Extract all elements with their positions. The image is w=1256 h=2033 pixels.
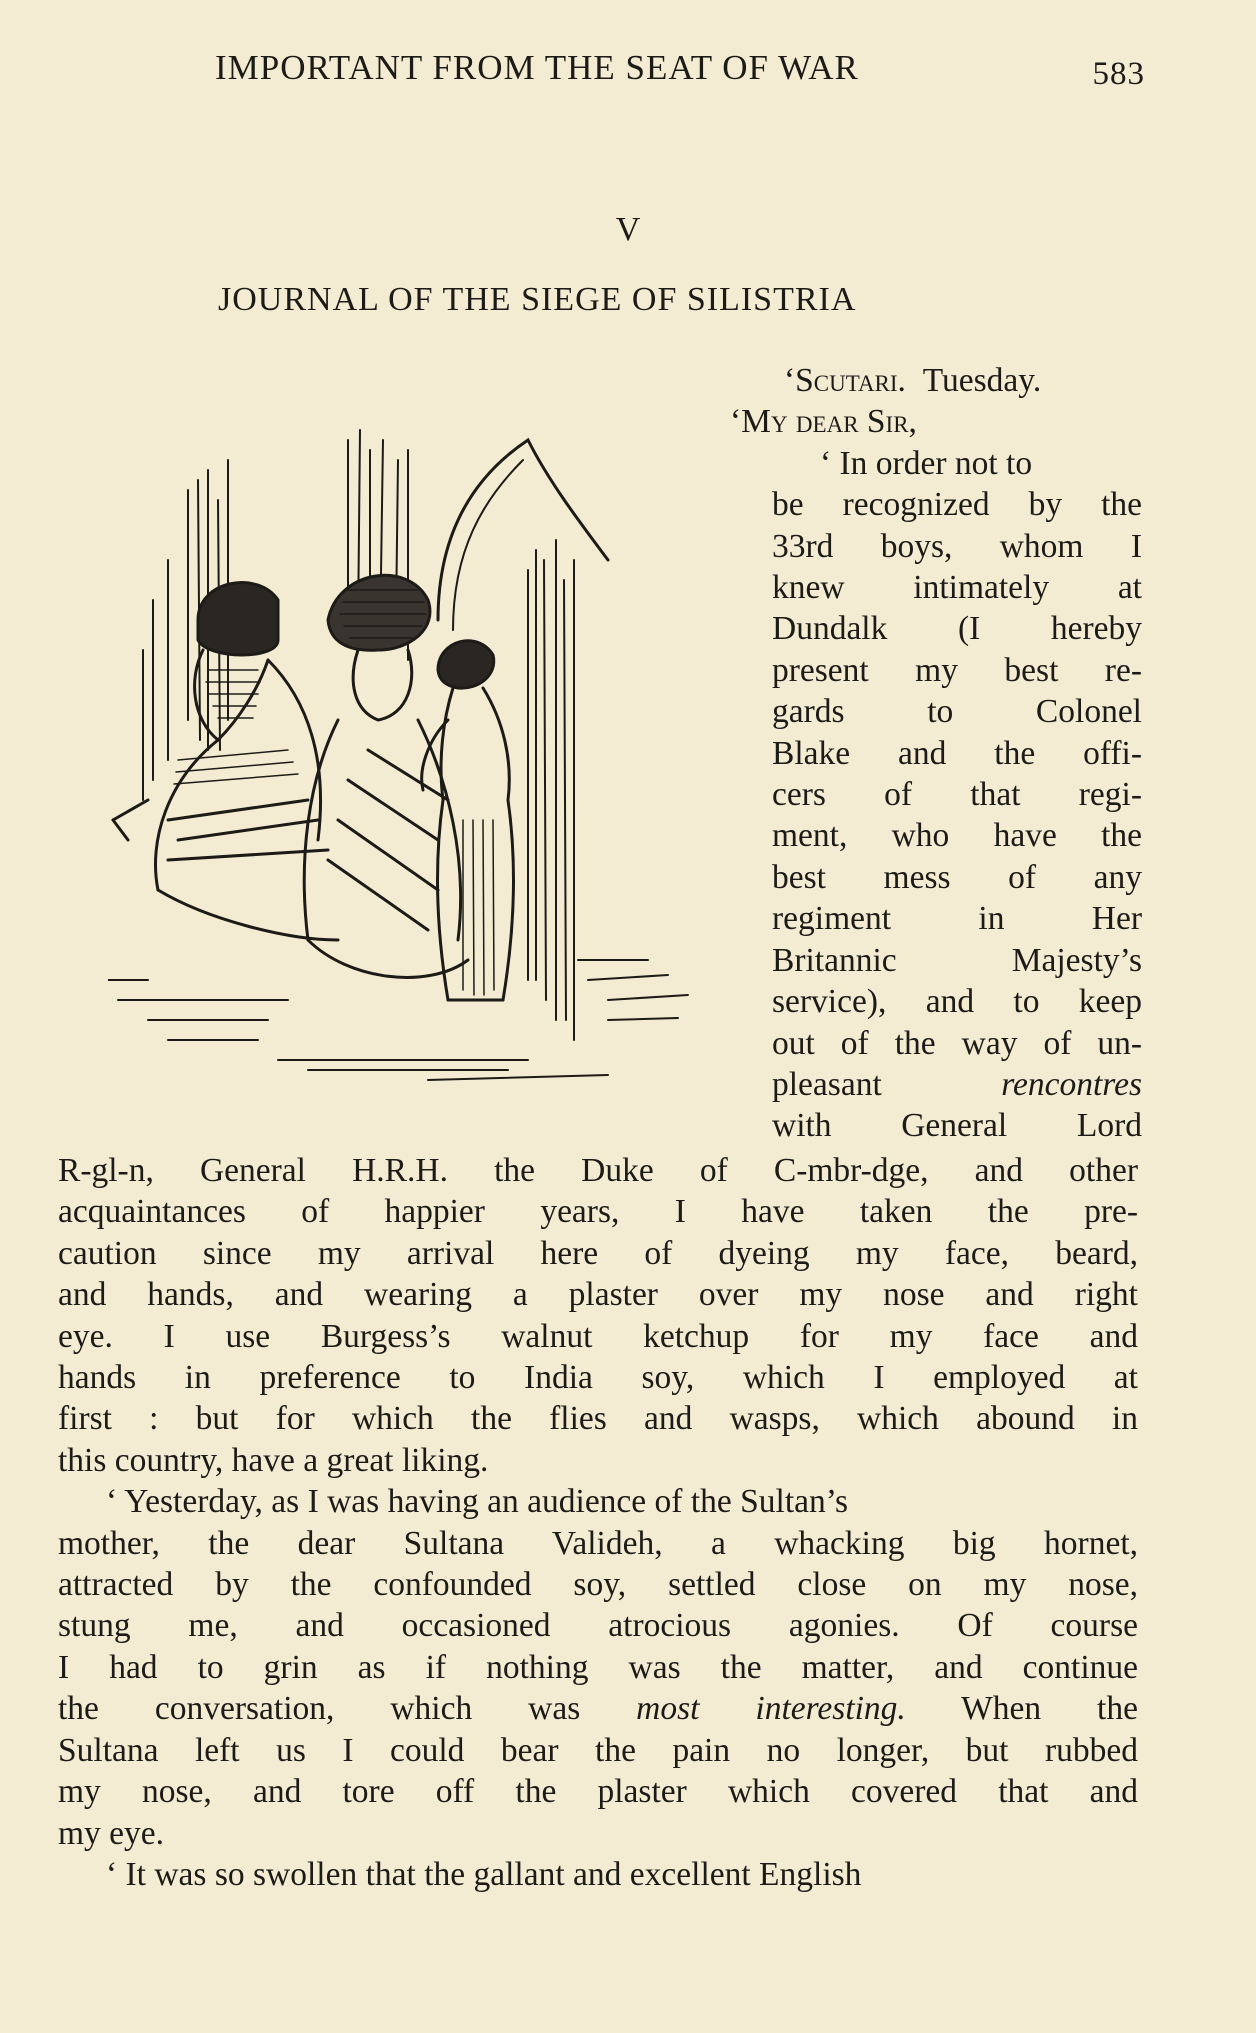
text-line: gards to Colonel	[772, 693, 1142, 731]
text-line: cers of that regi-	[772, 776, 1142, 814]
text-line: mother, the dear Sultana Valideh, a whacking big hornet,	[58, 1524, 1138, 1562]
text-line: my eye.	[58, 1814, 165, 1852]
running-title: IMPORTANT FROM THE SEAT OF WAR	[215, 48, 859, 87]
text-line: attracted by the confounded soy, settled close on my nose,	[58, 1566, 1138, 1604]
text-line: service), and to keep	[772, 983, 1142, 1021]
text-line: first : but for which the flies and wasps, which abound in	[58, 1400, 1138, 1438]
text-line: my nose, and tore off the plaster which covered that and	[58, 1773, 1138, 1811]
italic-phrase: most interesting.	[636, 1690, 906, 1728]
right-column-text	[730, 360, 1142, 1147]
text-line: caution since my arrival here of dyeing my face, beard,	[58, 1234, 1138, 1272]
text-line: ment, who have the	[772, 817, 1142, 855]
page-number: 583	[1092, 56, 1145, 92]
text-line: hands in preference to India soy, which I employed at	[58, 1359, 1138, 1397]
engraving-illustration	[108, 420, 728, 1100]
text-fragment: the conversation, which was	[58, 1690, 581, 1728]
text-line: knew intimately at	[772, 569, 1142, 607]
text-line: ‘ Yesterday, as I was having an audience of the Sultan’s	[106, 1483, 849, 1521]
text-fragment: When the	[961, 1690, 1138, 1728]
text-line	[58, 1688, 1138, 1729]
text-line: regiment in Her	[772, 900, 1142, 938]
text-line: Britannic Majesty’s	[772, 941, 1142, 979]
text-line: Dundalk (I hereby	[772, 610, 1142, 648]
text-line: I had to grin as if nothing was the matter, and continue	[58, 1648, 1138, 1686]
text-line: be recognized by the	[772, 486, 1142, 524]
text-line: eye. I use Burgess’s walnut ketchup for my face and	[58, 1317, 1138, 1355]
full-width-text	[58, 1150, 1138, 1895]
dateline-place: ‘Scutari.	[784, 362, 906, 399]
text-line: present my best re-	[772, 651, 1142, 689]
text-line: this country, have a great liking.	[58, 1441, 489, 1479]
text-line: with General Lord	[772, 1107, 1142, 1145]
dateline	[772, 360, 1142, 401]
text-line: Blake and the offi-	[772, 734, 1142, 772]
text-fragment: pleasant	[772, 1065, 882, 1103]
text-line	[772, 1064, 1142, 1105]
section-title: JOURNAL OF THE SIEGE OF SILISTRIA	[218, 281, 857, 318]
salutation: ‘My dear Sir,	[730, 403, 917, 441]
text-line: 33rd boys, whom I	[772, 527, 1142, 565]
text-line: stung me, and occasioned atrocious agonies. Of course	[58, 1607, 1138, 1645]
text-line: R-gl-n, General H.R.H. the Duke of C-mbr-dge, and other	[58, 1152, 1138, 1189]
text-line: ‘ It was so swollen that the gallant and excellent English	[106, 1855, 862, 1893]
text-line: best mess of any	[772, 858, 1142, 896]
italic-word: rencontres	[1001, 1065, 1142, 1103]
section-number: V	[615, 211, 641, 248]
text-line: and hands, and wearing a plaster over my nose and right	[58, 1276, 1138, 1314]
text-line: Sultana left us I could bear the pain no longer, but rubbed	[58, 1731, 1138, 1769]
text-line: acquaintances of happier years, I have taken the pre-	[58, 1193, 1138, 1231]
text-line: ‘ In order not to	[820, 444, 1033, 482]
dateline-day: Tuesday.	[922, 362, 1042, 399]
text-line: out of the way of un-	[772, 1024, 1142, 1062]
